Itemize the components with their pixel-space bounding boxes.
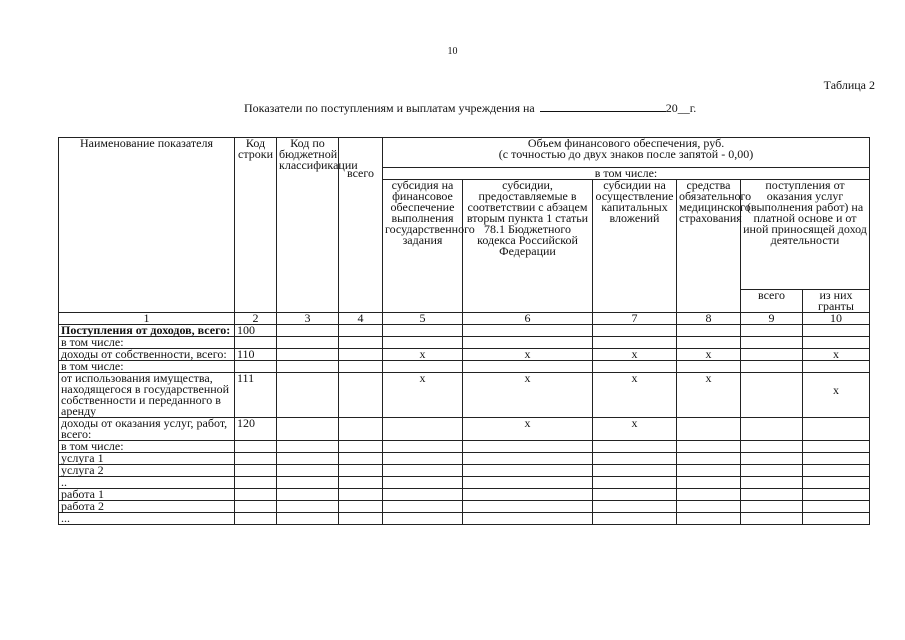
header-code: Код строки — [235, 138, 277, 313]
x-mark: x — [463, 373, 593, 418]
x-mark: x — [463, 418, 593, 441]
row-code: 100 — [235, 325, 277, 337]
col-number: 3 — [277, 313, 339, 325]
row-name: работа 2 — [59, 501, 235, 513]
header-incl: в том числе: — [383, 168, 870, 180]
table-row — [59, 453, 870, 465]
financial-table — [58, 137, 870, 525]
header-oms: средства обязательного медицинского страхования — [677, 180, 741, 313]
row-code: 110 — [235, 349, 277, 361]
row-name: доходы от оказания услуг, работ, всего: — [59, 418, 235, 441]
row-name: .. — [59, 477, 235, 489]
row-name: от использования имущества, находящегося в государственной собственности и переданного в аренду — [59, 373, 235, 418]
col-number: 1 — [59, 313, 235, 325]
header-volume-note: (с точностью до двух знаков после запятой - 0,00) — [498, 147, 754, 161]
col-number: 6 — [463, 313, 593, 325]
x-mark: x — [593, 349, 677, 361]
header-subsidy-task: субсидия на финансовое обеспечение выполнения государственного задания — [383, 180, 463, 313]
x-mark: x — [463, 349, 593, 361]
x-mark: x — [593, 418, 677, 441]
row-name: доходы от собственности, всего: — [59, 349, 235, 361]
header-paid-total: всего — [741, 290, 803, 313]
table-row — [59, 349, 870, 361]
header-volume-title: Объем финансового обеспечения, руб. — [527, 136, 725, 150]
header-subsidy-capital: субсидии на осуществление капитальных вложений — [593, 180, 677, 313]
header-subsidy-other: субсидии, предоставляемые в соответствии с абзацем вторым пункта 1 статьи 78.1 Бюджетного кодекса Российской Федерации — [463, 180, 593, 313]
header-paid-grants: из них гранты — [803, 290, 870, 313]
row-name: Поступления от доходов, всего: — [59, 325, 235, 337]
x-mark: x — [383, 373, 463, 418]
row-name: ... — [59, 513, 235, 525]
row-code: 120 — [235, 418, 277, 441]
header-total: всего — [339, 168, 383, 313]
col-number: 9 — [741, 313, 803, 325]
row-name: в том числе: — [59, 441, 235, 453]
row-code: 111 — [235, 373, 277, 418]
table-row — [59, 325, 870, 337]
table-row — [59, 501, 870, 513]
col-number: 8 — [677, 313, 741, 325]
col-number: 5 — [383, 313, 463, 325]
table-row — [59, 465, 870, 477]
table-row — [59, 373, 870, 418]
table-row — [59, 477, 870, 489]
header-paid: поступления от оказания услуг (выполнения работ) на платной основе и от иной приносящей доход деятельности — [741, 180, 870, 290]
col-number: 7 — [593, 313, 677, 325]
x-mark: x — [383, 349, 463, 361]
table-row — [59, 489, 870, 501]
col-number: 10 — [803, 313, 870, 325]
title-suffix: 20__г. — [665, 101, 697, 115]
x-mark: x — [593, 373, 677, 418]
header-name: Наименование показателя — [59, 138, 235, 313]
document-title — [244, 100, 696, 116]
page-number: 10 — [447, 46, 458, 57]
table-row — [59, 441, 870, 453]
x-mark: x — [803, 373, 870, 418]
row-name: работа 1 — [59, 489, 235, 501]
col-number: 2 — [235, 313, 277, 325]
row-name: в том числе: — [59, 361, 235, 373]
row-name: услуга 2 — [59, 465, 235, 477]
date-blank-line — [540, 100, 666, 112]
row-name: в том числе: — [59, 337, 235, 349]
table-row — [59, 418, 870, 441]
x-mark: x — [803, 349, 870, 361]
header-volume — [383, 138, 870, 168]
table-label: Таблица 2 — [823, 78, 875, 92]
col-number: 4 — [339, 313, 383, 325]
header-budget-code: Код по бюджетной классификации — [277, 138, 339, 313]
row-name: услуга 1 — [59, 453, 235, 465]
table-row — [59, 513, 870, 525]
title-text: Показатели по поступлениям и выплатам учреждения на — [244, 101, 535, 115]
x-mark: x — [677, 373, 741, 418]
x-mark: x — [677, 349, 741, 361]
